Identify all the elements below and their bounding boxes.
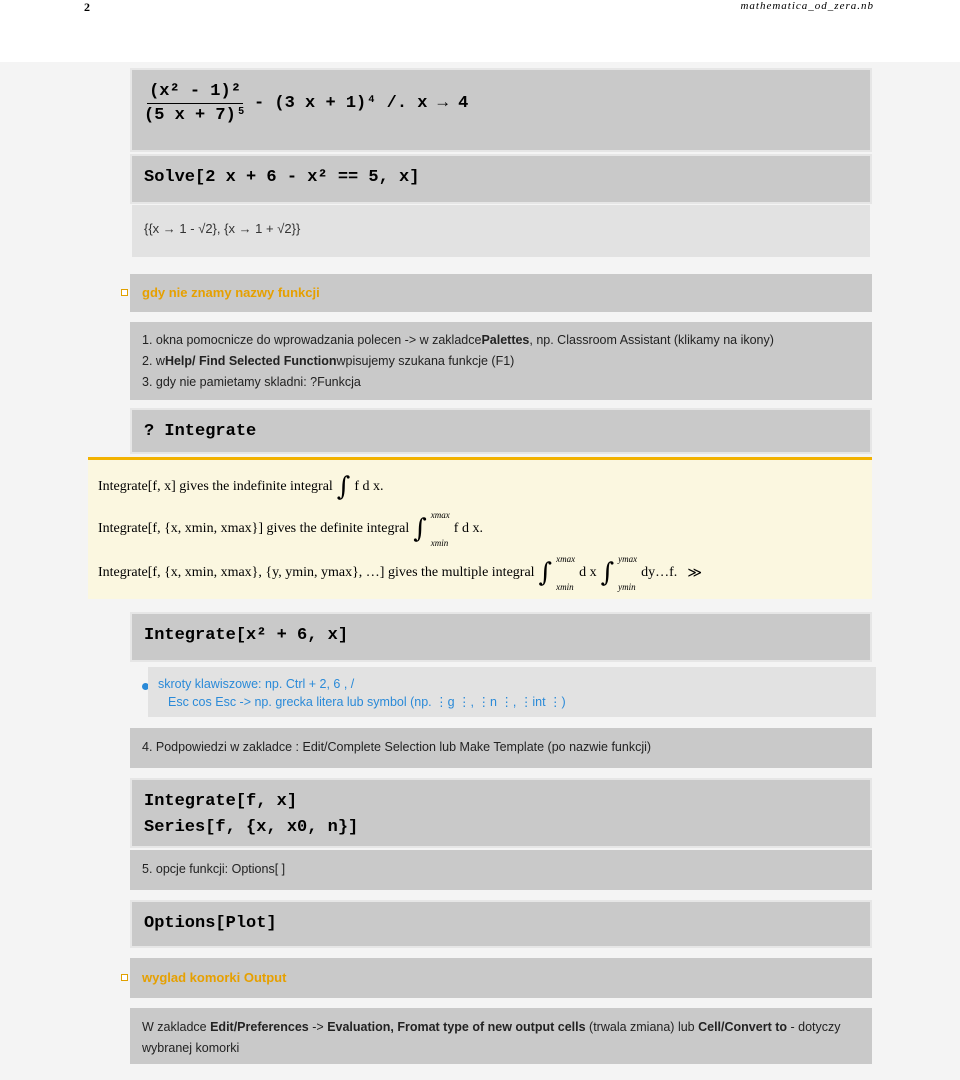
- input-cell-replace[interactable]: [130, 68, 872, 152]
- limit-xmin: xmin: [430, 538, 449, 548]
- cell-bracket-icon: [121, 289, 128, 296]
- replace-expression: [144, 82, 468, 125]
- solve-expression: Solve[2 x + 6 - x² == 5, x]: [144, 168, 420, 187]
- text-cell-tip4[interactable]: [130, 728, 872, 768]
- tip-1-rest: , np. Classroom Assistant (klikamy na ikony): [529, 333, 774, 347]
- limit-ymax: ymax: [618, 554, 638, 564]
- input-cell-options[interactable]: [130, 900, 872, 948]
- info-line-2: [98, 510, 483, 548]
- limit-xmin: xmin: [556, 582, 574, 592]
- text-cell-shortcuts[interactable]: [148, 667, 876, 717]
- template-integrate: Integrate[f, x]: [144, 792, 298, 811]
- cell-bracket-icon: [121, 974, 128, 981]
- tip-1: [142, 333, 774, 347]
- info-line-3-dx: d x: [579, 565, 597, 580]
- notebook-filename: mathematica_od_zera.nb: [740, 0, 874, 12]
- integrate-expression: Integrate[x² + 6, x]: [144, 626, 349, 645]
- integral-icon: ∫: [413, 514, 427, 544]
- limit-ymin: ymin: [618, 582, 636, 592]
- section-title: gdy nie znamy nazwy funkcji: [142, 285, 320, 300]
- solve-result: {{x → 1 - √2}, {x → 1 + √2}}: [144, 221, 301, 236]
- info-line-1-text: Integrate[f, x] gives the indefinite integral: [98, 479, 333, 494]
- info-line-3-text: Integrate[f, {x, xmin, xmax}, {y, ymin, ymax}, …] gives the multiple integral: [98, 565, 535, 580]
- integral-icon: ∫: [538, 558, 553, 588]
- info-line-3-tail: dy…f.: [641, 565, 678, 580]
- shortcut-line-2: Esc cos Esc -> np. grecka litera lub symbol (np. ⋮g ⋮, ⋮n ⋮, ⋮int ⋮): [168, 695, 566, 709]
- input-cell-templates[interactable]: [130, 778, 872, 848]
- input-cell-integrate[interactable]: [130, 612, 872, 662]
- final-text-c: ->: [308, 1020, 328, 1034]
- integral-limits: [618, 554, 637, 592]
- final-paragraph: [142, 1017, 862, 1059]
- input-cell-solve[interactable]: [130, 154, 872, 204]
- shortcut-line-1: skroty klawiszowe: np. Ctrl + 2, 6 , /: [158, 677, 355, 691]
- info-line-1-tail: f d x.: [354, 479, 384, 494]
- template-series: Series[f, {x, x0, n}]: [144, 818, 359, 837]
- fraction-denominator: (5 x + 7)⁵: [144, 106, 247, 125]
- text-cell-tip5[interactable]: [130, 850, 872, 890]
- final-text-a: W zakladce: [142, 1020, 211, 1034]
- integral-icon: ∫: [336, 472, 351, 502]
- limit-xmax: xmax: [430, 510, 450, 520]
- fraction-numerator: (x² - 1)²: [147, 82, 243, 104]
- tip-2: [142, 354, 514, 368]
- section-cell-function[interactable]: [130, 274, 872, 312]
- tip-1-text: 1. okna pomocnicze do wprowadzania polecen -> w zakladce: [142, 333, 482, 347]
- integral-icon: ∫: [600, 558, 615, 588]
- query-expression: ? Integrate: [144, 422, 257, 441]
- more-info-link[interactable]: ≫: [687, 565, 702, 581]
- output-cell-solve: [132, 205, 870, 257]
- replace-rule: - (3 x + 1)⁴ /. x → 4: [254, 94, 469, 113]
- tip-1-bold: Palettes: [481, 333, 530, 347]
- tip-2-text: 2. w: [142, 354, 165, 368]
- integral-limits: [431, 510, 450, 548]
- final-text-f: Cell/Convert to: [698, 1020, 788, 1034]
- fraction: [144, 82, 246, 125]
- integral-limits: [556, 554, 575, 592]
- info-box: [88, 457, 872, 599]
- tip-3: 3. gdy nie pamietamy skladni: ?Funkcja: [142, 375, 361, 389]
- page-number: 2: [84, 0, 90, 14]
- section-title: wyglad komorki Output: [142, 970, 287, 985]
- text-cell-tips[interactable]: [130, 322, 872, 400]
- tip-2-rest: wpisujemy szukana funkcje (F1): [336, 354, 515, 368]
- info-line-3: [98, 554, 702, 592]
- options-expression: Options[Plot]: [144, 914, 277, 933]
- final-text-g: - dotyczy wybranej komorki: [142, 1020, 841, 1055]
- tip-2-bold: Help/ Find Selected Function: [164, 354, 337, 368]
- info-line-1: [98, 474, 384, 500]
- final-text-e: (trwala zmiana) lub: [585, 1020, 699, 1034]
- tip-5: 5. opcje funkcji: Options[ ]: [142, 862, 286, 876]
- section-cell-output[interactable]: [130, 958, 872, 998]
- input-cell-query[interactable]: [130, 408, 872, 454]
- final-text-d: Evaluation, Fromat type of new output cells: [327, 1020, 586, 1034]
- info-line-2-text: Integrate[f, {x, xmin, xmax}] gives the definite integral: [98, 521, 410, 536]
- limit-xmax: xmax: [556, 554, 576, 564]
- tip-4: 4. Podpowiedzi w zakladce : Edit/Complete Selection lub Make Template (po nazwie funkcji): [142, 740, 652, 754]
- text-cell-final[interactable]: [130, 1008, 872, 1064]
- info-line-2-tail: f d x.: [453, 521, 483, 536]
- final-text-b: Edit/Preferences: [210, 1020, 309, 1034]
